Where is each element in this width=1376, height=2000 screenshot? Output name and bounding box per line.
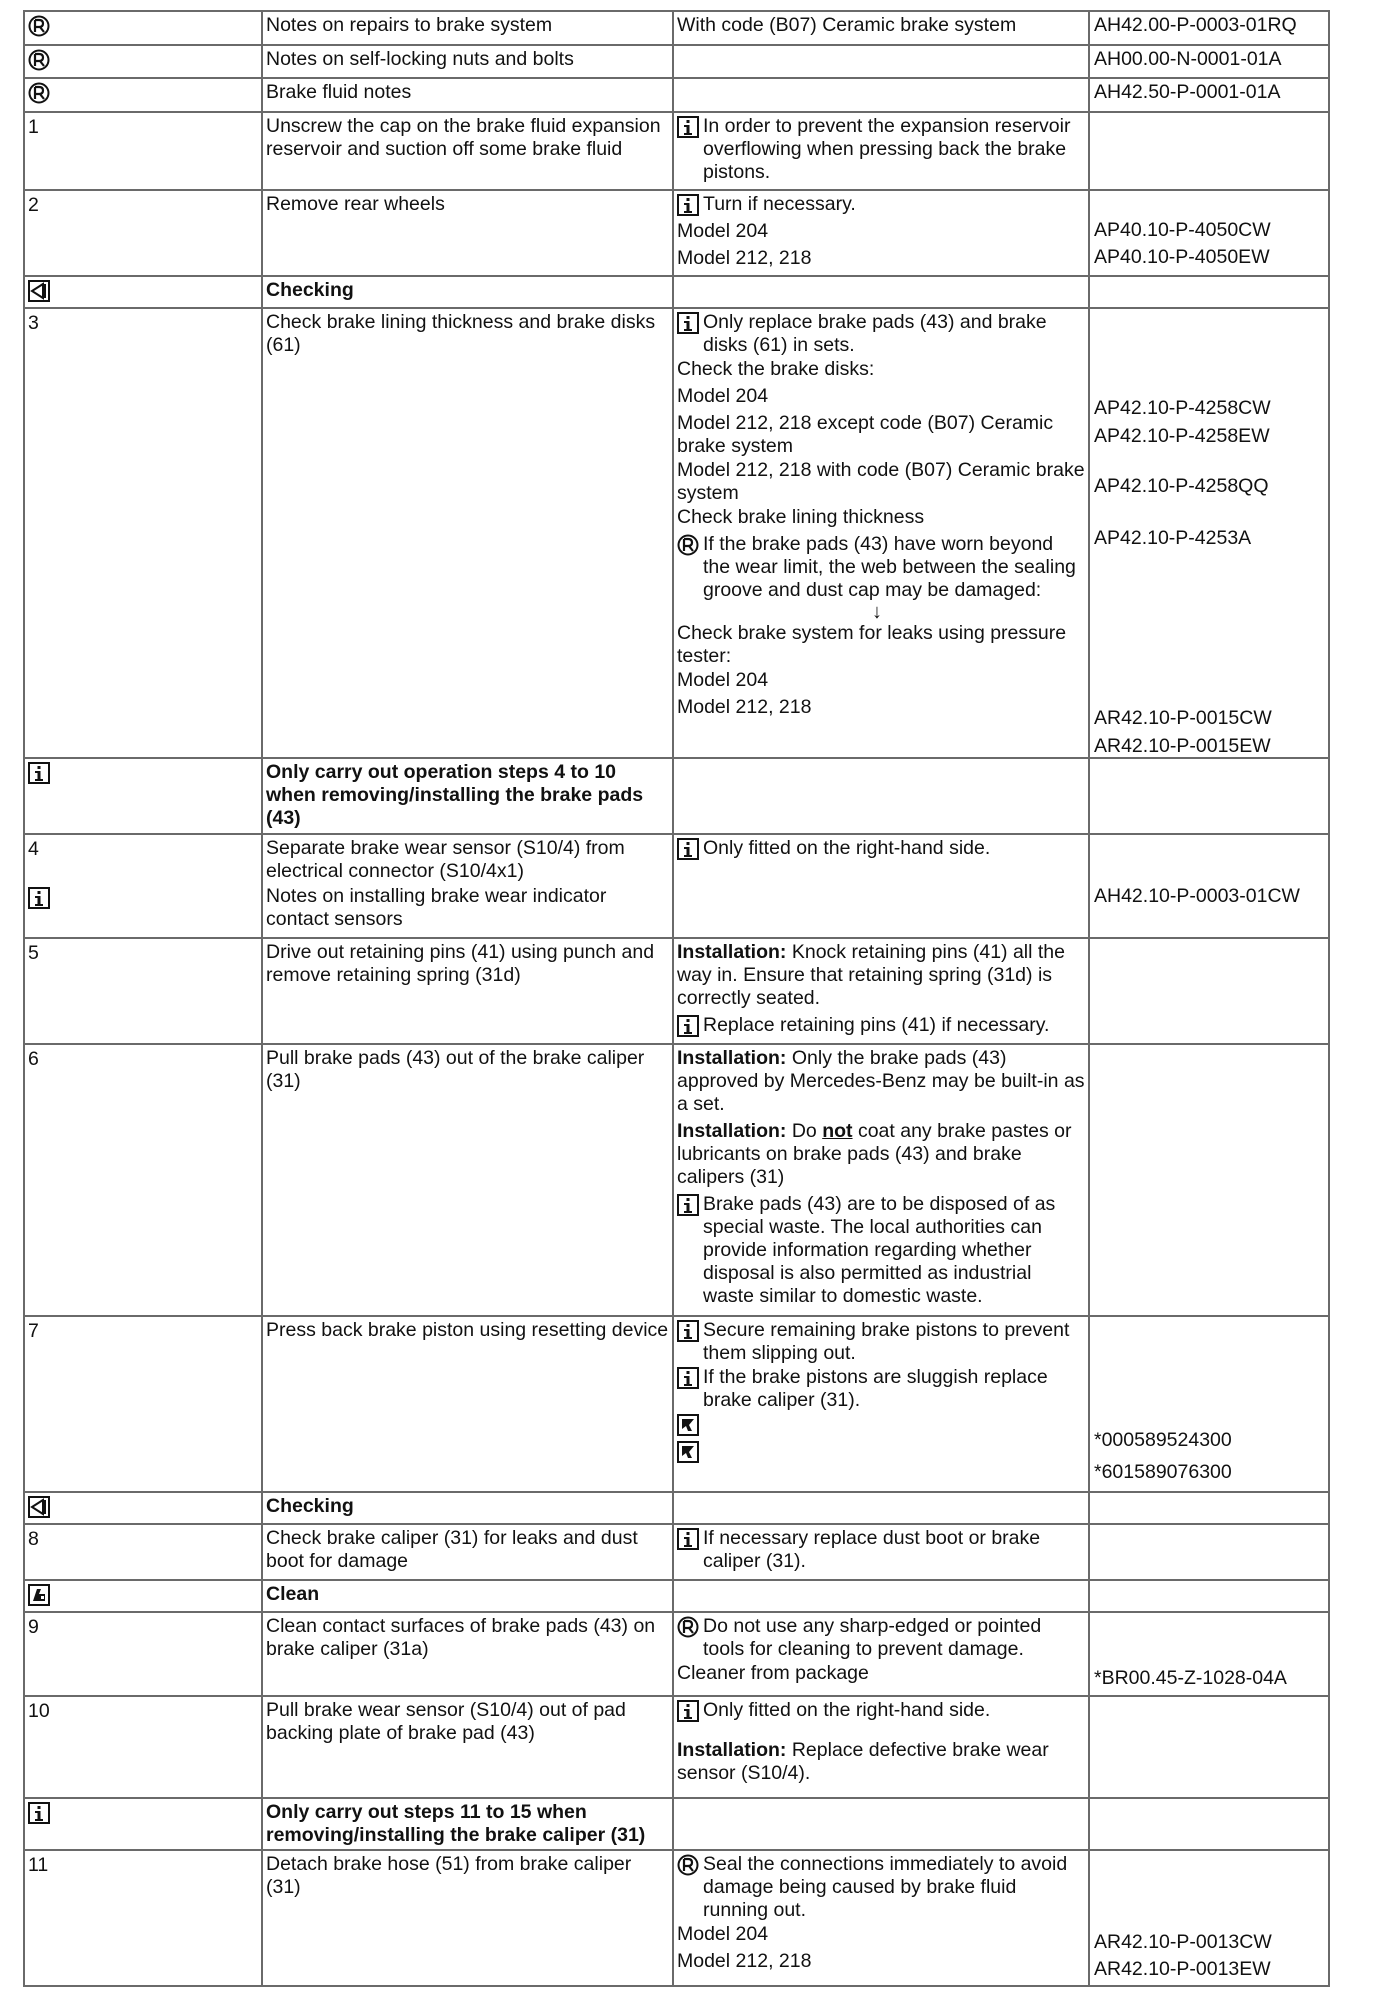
step-notes: With code (B07) Ceramic brake system (677, 14, 1017, 36)
step-note: Replace retaining pins (41) if necessary. (703, 1014, 1050, 1036)
model-label: Model 204 (677, 1923, 769, 1945)
table-row (24, 276, 1329, 308)
step-description: Remove rear wheels (266, 193, 445, 215)
table-row (24, 1798, 1329, 1850)
reference-link[interactable]: AP42.10-P-4258QQ (1094, 475, 1269, 497)
reference-link[interactable]: AH42.50-P-0001-01A (1094, 81, 1281, 103)
step-note: Seal the connections immediately to avoid damage being caused by brake fluid running out. (703, 1853, 1068, 1921)
table-row (24, 11, 1329, 45)
info-icon (677, 1367, 699, 1389)
model-label: Model 212, 218 with code (B07) Ceramic brake system (677, 459, 1085, 504)
section-heading: Checking (266, 1495, 354, 1517)
reference-link[interactable]: *BR00.45-Z-1028-04A (1094, 1667, 1287, 1689)
reference-link[interactable]: AH42.00-P-0003-01RQ (1094, 14, 1297, 36)
installation-label: Installation: (677, 1739, 787, 1761)
clean-icon (28, 1584, 50, 1606)
step-description: Unscrew the cap on the brake fluid expansion reservoir and suction off some brake fluid (266, 115, 661, 160)
section-heading: Only carry out operation steps 4 to 10 when removing/installing the brake pads (43) (266, 761, 644, 829)
step-number: 3 (28, 312, 39, 334)
reference-link[interactable]: AP42.10-P-4258CW (1094, 397, 1271, 419)
step-note: Do (791, 1120, 817, 1142)
step-number: 6 (28, 1048, 39, 1070)
step-note: Only fitted on the right-hand side. (703, 1699, 991, 1721)
model-label: Model 204 (677, 669, 769, 691)
special-tool-icon (677, 1441, 699, 1463)
table-row (24, 1492, 1329, 1524)
step-note: Check brake system for leaks using pressure tester: (677, 622, 1067, 667)
table-row (24, 112, 1329, 190)
info-icon (677, 194, 699, 216)
info-icon (28, 1802, 50, 1824)
step-note: Check brake lining thickness (677, 506, 925, 528)
step-number: 9 (28, 1616, 39, 1638)
model-label: Model 212, 218 (677, 1950, 812, 1972)
step-number: 11 (28, 1854, 49, 1876)
step-note: Brake pads (43) are to be disposed of as special waste. The local authorities can provide information regarding whether disposal is also permitted as industrial waste similar to domestic waste. (703, 1193, 1056, 1307)
step-description: Separate brake wear sensor (S10/4) from electrical connector (S10/4x1) (266, 837, 625, 882)
reference-link[interactable]: AH42.10-P-0003-01CW (1094, 885, 1300, 907)
table-row (24, 1316, 1329, 1492)
step-number: 1 (28, 116, 39, 138)
table-row (24, 1524, 1329, 1580)
emphasis-not: not (822, 1120, 853, 1142)
step-note: If necessary replace dust boot or brake caliper (31). (703, 1527, 1041, 1572)
section-heading: Clean (266, 1583, 320, 1605)
step-note: Do not use any sharp-edged or pointed tools for cleaning to prevent damage. (703, 1615, 1042, 1660)
reference-link[interactable]: AR42.10-P-0015EW (1094, 735, 1271, 757)
reference-link[interactable]: AP40.10-P-4050CW (1094, 219, 1271, 241)
table-row (24, 834, 1329, 938)
info-icon (677, 1015, 699, 1037)
reference-link[interactable]: AR42.10-P-0013CW (1094, 1931, 1272, 1953)
procedure-table (23, 10, 1330, 1987)
info-icon (28, 887, 50, 909)
note-icon (677, 534, 699, 556)
step-description: Notes on installing brake wear indicator contact sensors (266, 885, 607, 930)
section-heading: Checking (266, 279, 354, 301)
table-row (24, 1580, 1329, 1612)
note-icon (677, 1854, 699, 1876)
tool-number[interactable]: *601589076300 (1094, 1461, 1232, 1483)
installation-label: Installation: (677, 1047, 787, 1069)
reference-link[interactable]: AR42.10-P-0015CW (1094, 707, 1272, 729)
step-number: 4 (28, 838, 39, 860)
step-description: Drive out retaining pins (41) using punch and remove retaining spring (31d) (266, 941, 655, 986)
step-number: 10 (28, 1700, 50, 1722)
step-note: Replace defective brake wear sensor (S10/4). (677, 1739, 1049, 1784)
table-row (24, 1612, 1329, 1696)
checking-icon (28, 1496, 50, 1518)
step-description: Pull brake pads (43) out of the brake caliper (31) (266, 1047, 645, 1092)
note-icon (28, 82, 50, 104)
step-description: Check brake caliper (31) for leaks and dust boot for damage (266, 1527, 638, 1572)
model-label: Model 204 (677, 385, 769, 407)
tool-number[interactable]: *000589524300 (1094, 1429, 1232, 1451)
info-icon (677, 1700, 699, 1722)
special-tool-icon (677, 1414, 699, 1436)
note-icon (28, 15, 50, 37)
step-note: Secure remaining brake pistons to prevent them slipping out. (703, 1319, 1070, 1364)
table-row (24, 45, 1329, 78)
step-description: Notes on repairs to brake system (266, 14, 553, 36)
info-icon (677, 1320, 699, 1342)
model-label: Model 204 (677, 220, 769, 242)
note-icon (677, 1616, 699, 1638)
step-description: Clean contact surfaces of brake pads (43) on brake caliper (31a) (266, 1615, 656, 1660)
reference-link[interactable]: AP42.10-P-4258EW (1094, 425, 1270, 447)
model-label: Model 212, 218 (677, 696, 812, 718)
step-note: Only replace brake pads (43) and brake disks (61) in sets. (703, 311, 1047, 356)
table-row (24, 1696, 1329, 1798)
checking-icon (28, 280, 50, 302)
model-label: Model 212, 218 (677, 247, 812, 269)
step-note: If the brake pistons are sluggish replace brake caliper (31). (703, 1366, 1048, 1411)
step-number: 5 (28, 942, 39, 964)
step-note: If the brake pads (43) have worn beyond the wear limit, the web between the sealing groove and dust cap may be damaged: (703, 533, 1076, 601)
table-row (24, 190, 1329, 276)
table-row (24, 1850, 1329, 1986)
step-note: Only the brake pads (43) approved by Mercedes-Benz may be built-in as a set. (677, 1047, 1085, 1115)
reference-link[interactable]: AP40.10-P-4050EW (1094, 246, 1270, 268)
reference-link[interactable]: AP42.10-P-4253A (1094, 527, 1252, 549)
step-description: Detach brake hose (51) from brake caliper (31) (266, 1853, 632, 1898)
reference-link[interactable]: AH00.00-N-0001-01A (1094, 48, 1282, 70)
step-number: 7 (28, 1320, 39, 1342)
info-icon (677, 312, 699, 334)
info-icon (677, 838, 699, 860)
reference-link[interactable]: AR42.10-P-0013EW (1094, 1958, 1271, 1980)
step-note: Check the brake disks: (677, 358, 875, 380)
step-note: In order to prevent the expansion reservoir overflowing when pressing back the brake pistons. (703, 115, 1071, 183)
step-note: coat any brake pastes or lubricants on brake pads (43) and brake calipers (31) (677, 1120, 1072, 1188)
step-note: Turn if necessary. (703, 193, 856, 215)
info-icon (677, 1194, 699, 1216)
table-row (24, 78, 1329, 112)
step-description: Press back brake piston using resetting device (266, 1319, 669, 1341)
down-arrow-icon: ↓ (872, 601, 882, 623)
installation-label: Installation: (677, 1120, 787, 1142)
step-description: Pull brake wear sensor (S10/4) out of pad backing plate of brake pad (43) (266, 1699, 626, 1744)
info-icon (28, 762, 50, 784)
step-note: Knock retaining pins (41) all the way in. Ensure that retaining spring (31d) is correctly seated. (677, 941, 1065, 1009)
info-icon (677, 116, 699, 138)
step-description: Check brake lining thickness and brake disks (61) (266, 311, 656, 356)
step-description: Notes on self-locking nuts and bolts (266, 48, 574, 70)
section-heading: Only carry out steps 11 to 15 when removing/installing the brake caliper (31) (266, 1801, 646, 1846)
step-note: Cleaner from package (677, 1662, 869, 1684)
table-row (24, 308, 1329, 758)
note-icon (28, 49, 50, 71)
table-row (24, 758, 1329, 834)
model-label: Model 212, 218 except code (B07) Ceramic brake system (677, 412, 1054, 457)
step-note: Only fitted on the right-hand side. (703, 837, 991, 859)
info-icon (677, 1528, 699, 1550)
step-number: 2 (28, 194, 39, 216)
installation-label: Installation: (677, 941, 787, 963)
step-number: 8 (28, 1528, 39, 1550)
table-row (24, 1044, 1329, 1316)
table-row (24, 938, 1329, 1044)
step-description: Brake fluid notes (266, 81, 412, 103)
